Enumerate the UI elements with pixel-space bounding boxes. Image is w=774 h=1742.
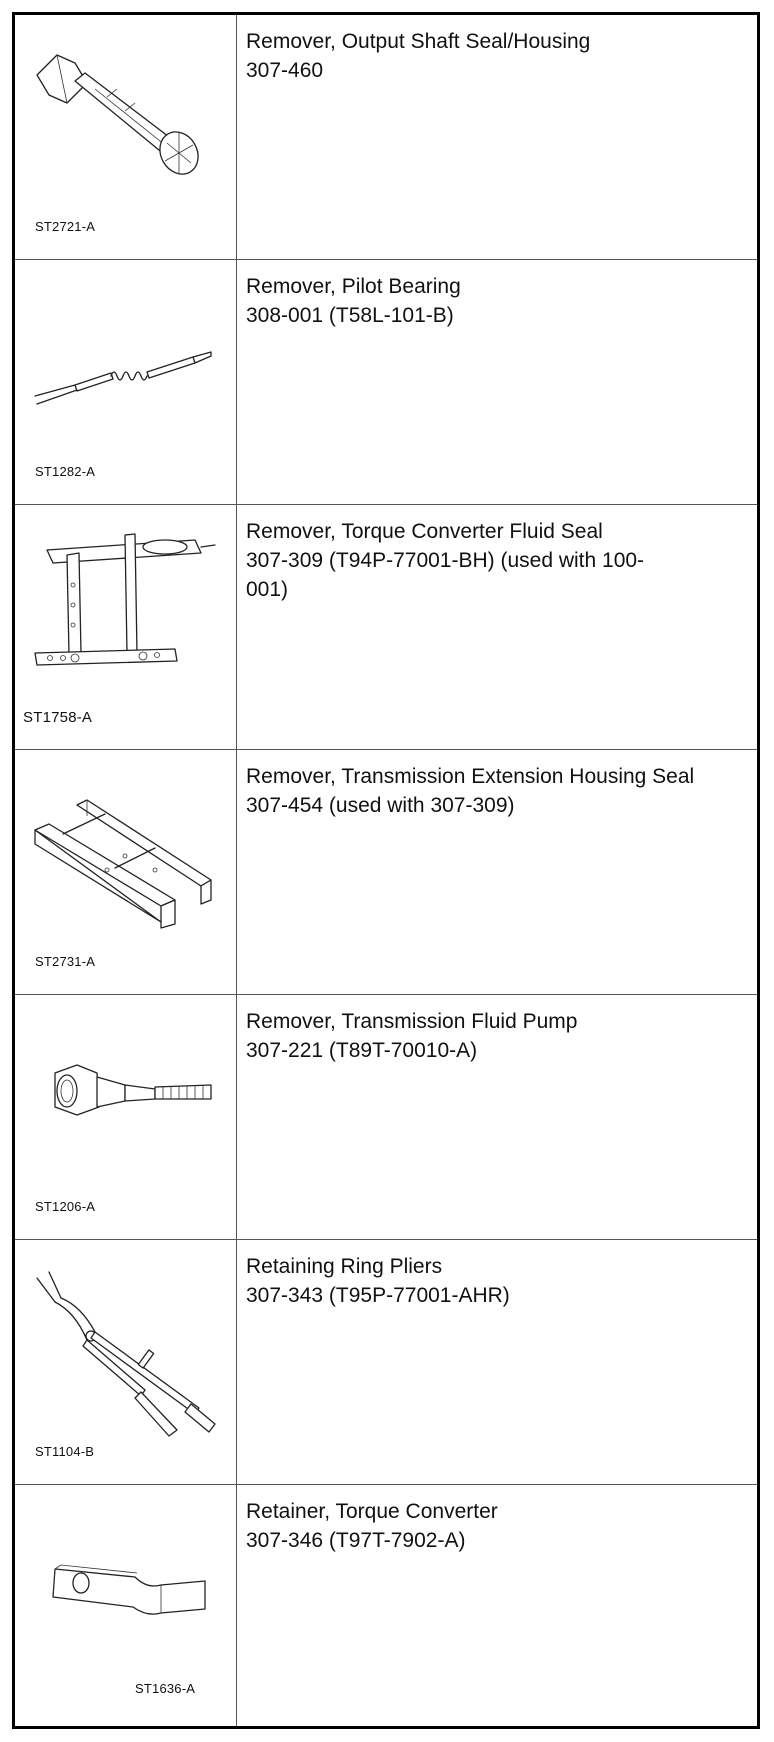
figure-id: ST1758-A: [23, 709, 93, 726]
tool-name: Retaining Ring Pliers: [246, 1255, 443, 1278]
tool-name: Remover, Transmission Fluid Pump: [246, 1010, 578, 1033]
figure-id: ST1282-A: [35, 464, 96, 479]
tool-number: 307-221 (T89T-70010-A): [246, 1039, 478, 1062]
tool-number: 307-309 (T94P-77001-BH) (used with 100-001): [246, 549, 645, 601]
tool-number: 307-346 (T97T-7902-A): [246, 1529, 466, 1552]
tool-description: [246, 272, 746, 330]
tool-number: 308-001 (T58L-101-B): [246, 304, 454, 327]
tool-name: Remover, Pilot Bearing: [246, 275, 461, 298]
table-row: [15, 1240, 757, 1485]
figure-id: ST1104-B: [35, 1444, 95, 1459]
illustration-cell: [15, 1485, 237, 1726]
table-row: [15, 995, 757, 1240]
illustration-cell: [15, 1240, 237, 1484]
tool-description: [246, 1497, 746, 1555]
illustration-cell: [15, 995, 237, 1239]
tool-description: [246, 1252, 746, 1310]
tool-description: [246, 1007, 746, 1065]
figure-id: ST1636-A: [135, 1681, 196, 1696]
figure-id: ST2731-A: [35, 954, 96, 969]
figure-id: ST1206-A: [35, 1199, 96, 1214]
table-row: [15, 260, 757, 505]
illustration-cell: [15, 260, 237, 504]
tool-number: 307-343 (T95P-77001-AHR): [246, 1284, 510, 1307]
illustration-cell: [15, 750, 237, 994]
tool-description: [246, 517, 746, 604]
illustration-cell: [15, 15, 237, 259]
illustration-cell: [15, 505, 237, 749]
table-row: [15, 750, 757, 995]
tool-name: Retainer, Torque Converter: [246, 1500, 498, 1523]
tool-number: 307-460: [246, 59, 324, 82]
table-row: [15, 505, 757, 750]
tool-description: [246, 762, 746, 820]
table-row: [15, 15, 757, 260]
tool-name: Remover, Transmission Extension Housing Seal: [246, 765, 695, 788]
tool-name: Remover, Output Shaft Seal/Housing: [246, 30, 591, 53]
tool-description: [246, 27, 746, 85]
figure-id: ST2721-A: [35, 219, 96, 234]
table-row: [15, 1485, 757, 1726]
tool-name: Remover, Torque Converter Fluid Seal: [246, 520, 603, 543]
torque-converter-retainer-icon: [15, 1485, 237, 1726]
tool-number: 307-454 (used with 307-309): [246, 794, 515, 817]
special-tools-table: [12, 12, 760, 1729]
